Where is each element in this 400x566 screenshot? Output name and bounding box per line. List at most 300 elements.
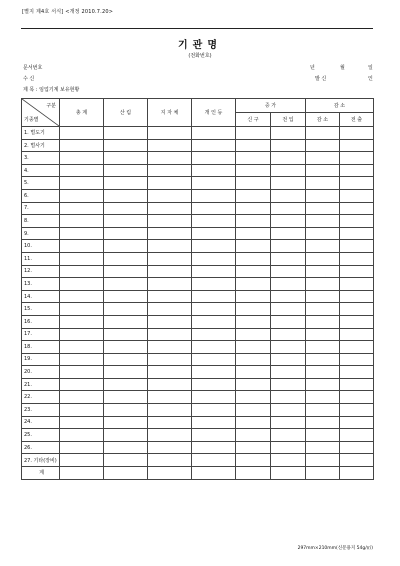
cell [192, 315, 236, 328]
cell [306, 454, 340, 467]
cell [306, 391, 340, 404]
cell [148, 404, 192, 417]
cell [148, 240, 192, 253]
cell [340, 290, 374, 303]
paper-spec-note: 297mm×210mm(신문용지 54g/㎡) [297, 546, 373, 551]
cell [60, 177, 104, 190]
cell [236, 290, 271, 303]
table-row [22, 215, 374, 228]
cell [192, 378, 236, 391]
cell [60, 353, 104, 366]
cell [271, 391, 306, 404]
recipient-label: 수 신 [23, 76, 35, 82]
cell [104, 127, 148, 140]
table-row [22, 441, 374, 454]
cell [271, 152, 306, 165]
cell [148, 139, 192, 152]
cell [306, 265, 340, 278]
form-reference: [별지 제4호 서식] <개정 2010.7.20> [22, 9, 114, 15]
cell [148, 189, 192, 202]
cell [60, 391, 104, 404]
cell [148, 164, 192, 177]
row-label: 12. [22, 265, 60, 278]
cell [271, 177, 306, 190]
table-row [22, 189, 374, 202]
cell [271, 404, 306, 417]
cell [340, 328, 374, 341]
cell [306, 378, 340, 391]
subheader-transfer-out: 전 출 [340, 113, 374, 127]
cell [60, 303, 104, 316]
table-row [22, 240, 374, 253]
cell [306, 127, 340, 140]
group-header-increase: 증 가 [236, 99, 306, 113]
cell [148, 454, 192, 467]
cell [340, 378, 374, 391]
subheader-reduction: 감 소 [306, 113, 340, 127]
cell [104, 189, 148, 202]
row-label: 4. [22, 164, 60, 177]
cell [60, 467, 104, 480]
table-row [22, 429, 374, 442]
row-label: 15. [22, 303, 60, 316]
cell [60, 429, 104, 442]
cell [340, 240, 374, 253]
cell [192, 303, 236, 316]
cell [192, 404, 236, 417]
cell [236, 202, 271, 215]
table-row [22, 278, 374, 291]
cell [60, 454, 104, 467]
row-label: 27. 기타(장비) [22, 454, 60, 467]
cell [271, 127, 306, 140]
cell [271, 278, 306, 291]
cell [192, 227, 236, 240]
table-row [22, 391, 374, 404]
cell [306, 290, 340, 303]
cell [340, 189, 374, 202]
cell [192, 391, 236, 404]
cell [236, 265, 271, 278]
row-label: 6. [22, 189, 60, 202]
cell [60, 152, 104, 165]
cell [306, 441, 340, 454]
cell [236, 303, 271, 316]
cell [192, 177, 236, 190]
cell [104, 240, 148, 253]
table-row [22, 202, 374, 215]
row-label: 18. [22, 341, 60, 354]
cell [236, 278, 271, 291]
cell [236, 328, 271, 341]
column-header-local-gov: 지 자 체 [148, 99, 192, 127]
cell [104, 404, 148, 417]
cell [306, 315, 340, 328]
row-label: 3. [22, 152, 60, 165]
corner-header [22, 99, 60, 127]
cell [340, 152, 374, 165]
cell [340, 252, 374, 265]
cell [60, 240, 104, 253]
date-year: 년 [310, 65, 315, 71]
doc-number-label: 문서번호 [23, 65, 43, 71]
cell [192, 164, 236, 177]
cell [60, 416, 104, 429]
cell [60, 328, 104, 341]
cell [60, 265, 104, 278]
cell [192, 441, 236, 454]
table-row [22, 454, 374, 467]
cell [271, 290, 306, 303]
row-label: 19. [22, 353, 60, 366]
cell [104, 152, 148, 165]
equipment-status-table [21, 98, 374, 480]
cell [236, 366, 271, 379]
cell [271, 303, 306, 316]
cell [104, 177, 148, 190]
date-day: 일 [368, 65, 373, 71]
cell [236, 454, 271, 467]
table-row [22, 378, 374, 391]
cell [306, 278, 340, 291]
cell [192, 215, 236, 228]
cell [60, 441, 104, 454]
cell [236, 240, 271, 253]
cell [306, 227, 340, 240]
column-header-private: 개 인 등 [192, 99, 236, 127]
cell [148, 177, 192, 190]
cell [148, 416, 192, 429]
column-header-total: 총 계 [60, 99, 104, 127]
cell [306, 252, 340, 265]
cell [236, 429, 271, 442]
row-label: 8. [22, 215, 60, 228]
cell [340, 353, 374, 366]
date-month: 월 [340, 65, 345, 71]
cell [148, 252, 192, 265]
cell [340, 341, 374, 354]
cell [271, 240, 306, 253]
cell [60, 290, 104, 303]
cell [340, 278, 374, 291]
cell [104, 366, 148, 379]
table-row [22, 315, 374, 328]
cell [271, 189, 306, 202]
cell [306, 189, 340, 202]
cell [104, 215, 148, 228]
row-label: 20. [22, 366, 60, 379]
table-row [22, 303, 374, 316]
table-row [22, 265, 374, 278]
row-label: 5. [22, 177, 60, 190]
cell [306, 139, 340, 152]
sender-seal: 인 [368, 76, 373, 82]
cell [340, 454, 374, 467]
cell [271, 139, 306, 152]
cell [148, 366, 192, 379]
cell [340, 139, 374, 152]
cell [340, 416, 374, 429]
cell [192, 265, 236, 278]
cell [236, 189, 271, 202]
cell [104, 265, 148, 278]
cell [306, 467, 340, 480]
cell [340, 467, 374, 480]
cell [271, 341, 306, 354]
cell [192, 252, 236, 265]
cell [148, 429, 192, 442]
table-row [22, 328, 374, 341]
cell [60, 252, 104, 265]
cell [192, 467, 236, 480]
cell [148, 127, 192, 140]
cell [340, 127, 374, 140]
table-body [22, 127, 374, 480]
cell [340, 227, 374, 240]
group-header-decrease: 감 소 [306, 99, 374, 113]
cell [236, 341, 271, 354]
cell [104, 290, 148, 303]
row-label: 10. [22, 240, 60, 253]
cell [306, 202, 340, 215]
cell [271, 215, 306, 228]
cell [306, 152, 340, 165]
cell [236, 353, 271, 366]
table-row [22, 127, 374, 140]
cell [236, 152, 271, 165]
cell [60, 366, 104, 379]
cell [271, 378, 306, 391]
cell [340, 404, 374, 417]
cell [340, 202, 374, 215]
cell [340, 429, 374, 442]
cell [306, 303, 340, 316]
cell [148, 467, 192, 480]
row-label: 11. [22, 252, 60, 265]
form-subtitle: (전화번호) [188, 53, 212, 59]
cell [104, 139, 148, 152]
row-label: 22. [22, 391, 60, 404]
cell [271, 252, 306, 265]
table-row [22, 164, 374, 177]
total-row [22, 467, 374, 480]
subject-line: 제 목 : 임업기계 보유현황 [23, 87, 80, 93]
cell [236, 227, 271, 240]
cell [104, 467, 148, 480]
cell [60, 127, 104, 140]
cell [236, 164, 271, 177]
table-row [22, 366, 374, 379]
cell [271, 416, 306, 429]
cell [236, 177, 271, 190]
cell [306, 177, 340, 190]
cell [104, 454, 148, 467]
cell [306, 215, 340, 228]
cell [104, 328, 148, 341]
cell [104, 378, 148, 391]
cell [236, 315, 271, 328]
cell [192, 127, 236, 140]
cell [236, 127, 271, 140]
cell [236, 378, 271, 391]
subheader-transfer-in: 전 입 [271, 113, 306, 127]
corner-top-label: 구분 [46, 103, 56, 109]
subheader-new: 신 구 [236, 113, 271, 127]
cell [148, 328, 192, 341]
cell [104, 341, 148, 354]
table-row [22, 353, 374, 366]
row-label: 25. [22, 429, 60, 442]
cell [271, 202, 306, 215]
header-rule [21, 28, 373, 29]
cell [306, 328, 340, 341]
cell [148, 290, 192, 303]
column-header-forest: 산 림 [104, 99, 148, 127]
cell [271, 328, 306, 341]
cell [104, 391, 148, 404]
cell [60, 202, 104, 215]
cell [60, 189, 104, 202]
table-row [22, 252, 374, 265]
row-label: 2. 벌사기 [22, 139, 60, 152]
cell [192, 290, 236, 303]
cell [306, 341, 340, 354]
cell [148, 353, 192, 366]
cell [236, 441, 271, 454]
row-label: 21. [22, 378, 60, 391]
table-row [22, 227, 374, 240]
form-title: 기관명 [178, 40, 222, 51]
cell [271, 441, 306, 454]
cell [148, 315, 192, 328]
cell [340, 315, 374, 328]
cell [236, 404, 271, 417]
cell [60, 215, 104, 228]
table-row [22, 416, 374, 429]
cell [271, 164, 306, 177]
cell [148, 441, 192, 454]
cell [340, 215, 374, 228]
cell [306, 404, 340, 417]
table-row [22, 290, 374, 303]
cell [104, 315, 148, 328]
cell [236, 416, 271, 429]
cell [271, 467, 306, 480]
cell [340, 177, 374, 190]
cell [104, 227, 148, 240]
cell [271, 315, 306, 328]
cell [192, 366, 236, 379]
sender-label: 발 신 [315, 76, 327, 82]
row-label: 14. [22, 290, 60, 303]
cell [306, 164, 340, 177]
row-label: 9. [22, 227, 60, 240]
row-label: 7. [22, 202, 60, 215]
table-row [22, 341, 374, 354]
cell [271, 454, 306, 467]
cell [192, 189, 236, 202]
cell [236, 391, 271, 404]
cell [60, 139, 104, 152]
cell [192, 353, 236, 366]
cell [104, 441, 148, 454]
row-label: 24. [22, 416, 60, 429]
cell [60, 341, 104, 354]
cell [340, 391, 374, 404]
corner-bottom-label: 기종별 [24, 117, 39, 123]
cell [306, 416, 340, 429]
total-label: 계 [22, 467, 60, 480]
cell [306, 353, 340, 366]
cell [306, 366, 340, 379]
cell [104, 353, 148, 366]
cell [236, 252, 271, 265]
table-row [22, 177, 374, 190]
cell [148, 378, 192, 391]
table-row [22, 139, 374, 152]
row-label: 23. [22, 404, 60, 417]
cell [192, 202, 236, 215]
cell [148, 341, 192, 354]
cell [306, 429, 340, 442]
cell [192, 328, 236, 341]
cell [340, 164, 374, 177]
cell [192, 454, 236, 467]
cell [192, 341, 236, 354]
cell [60, 315, 104, 328]
cell [271, 353, 306, 366]
cell [148, 215, 192, 228]
cell [271, 227, 306, 240]
cell [104, 164, 148, 177]
table-row [22, 404, 374, 417]
row-label: 1. 벌도기 [22, 127, 60, 140]
cell [340, 366, 374, 379]
cell [148, 227, 192, 240]
cell [192, 240, 236, 253]
cell [104, 202, 148, 215]
cell [60, 278, 104, 291]
cell [60, 378, 104, 391]
row-label: 16. [22, 315, 60, 328]
cell [60, 404, 104, 417]
cell [271, 429, 306, 442]
cell [271, 366, 306, 379]
cell [148, 202, 192, 215]
cell [148, 303, 192, 316]
cell [148, 265, 192, 278]
row-label: 17. [22, 328, 60, 341]
row-label: 13. [22, 278, 60, 291]
cell [340, 265, 374, 278]
cell [148, 152, 192, 165]
table-row [22, 152, 374, 165]
row-label: 26. [22, 441, 60, 454]
cell [104, 252, 148, 265]
cell [192, 139, 236, 152]
cell [340, 441, 374, 454]
cell [192, 416, 236, 429]
cell [60, 164, 104, 177]
cell [148, 391, 192, 404]
cell [340, 303, 374, 316]
cell [192, 429, 236, 442]
cell [104, 429, 148, 442]
cell [306, 240, 340, 253]
cell [271, 265, 306, 278]
cell [104, 278, 148, 291]
cell [236, 467, 271, 480]
